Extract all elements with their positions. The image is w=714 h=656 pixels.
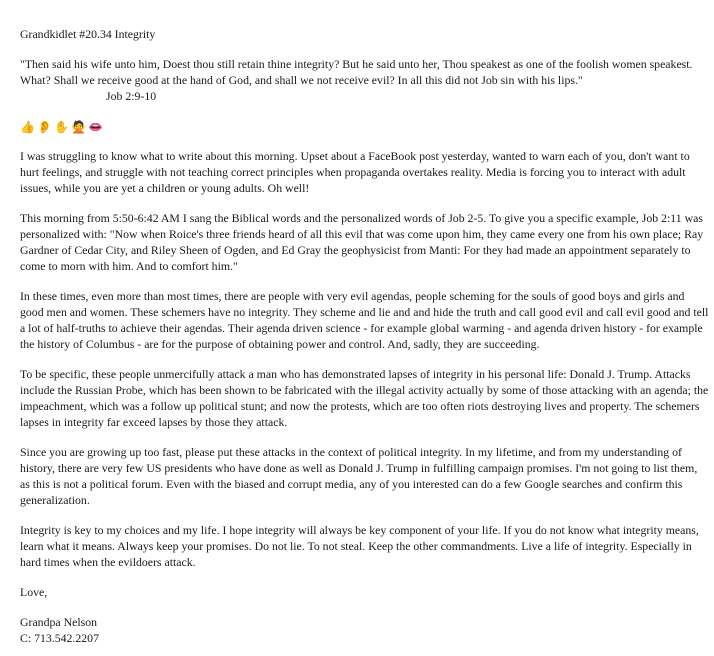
scripture-reference: Job 2:9-10 xyxy=(106,89,157,103)
paragraph: I was struggling to know what to write about this morning. Upset about a FaceBook post yesterday, wanted to warn each of you, don't want to hurt feelings, and struggle with not teaching correct principles when propaganda overtakes reality. Media is forcing you to interact with adult issues, while you are yet a children or young adults. Oh well! xyxy=(20,149,690,195)
letter xyxy=(20,26,710,646)
scripture-quote: "Then said his wife unto him, Doest thou still retain thine integrity? But he said unto her, Thou speakest as one of the foolish women speakest. What? Shall we receive good at the hand of God, and shall we not receive evil? In all this did not Job sin with his lips." xyxy=(20,57,693,87)
person-gesturing-icon: 🙅 xyxy=(71,119,86,134)
raised-hand-icon: ✋ xyxy=(54,119,69,134)
ear-icon: 👂 xyxy=(37,119,52,134)
closing: Love, xyxy=(20,585,48,599)
paragraph: To be specific, these people unmercifully attack a man who has demonstrated lapses of integrity in his personal life: Donald J. Trump. Attacks include the Russian Probe, which has been shown to be fabricated with the illegal activity actually by some of those attacking with an agenda; the impeachment, which was a follow up political stunt; and now the protests, which are too often riots destroying lives and property. The schemers lapses in integrity far exceed lapses by those they attack. xyxy=(20,367,709,429)
paragraph: In these times, even more than most times, there are people with very evil agendas, people scheming for the souls of good boys and girls and good men and women. These schemers have no integrity. They scheme and lie and and hide the truth and call good evil and call evil good and tell a lot of half-truths to achieve their agendas. Their agenda driven science - for example global warming - and agenda driven history - for example the history of Columbus - are for the purpose of obtaining power and control. And, sadly, they are succeeding. xyxy=(20,289,709,351)
paragraph: Integrity is key to my choices and my life. I hope integrity will always be key component of your life. If you do not know what integrity means, learn what it means. Always keep your promises. Do not lie. To not steal. Keep the other commandments. Live a life of integrity. Especially in hard times when the evildoers attack. xyxy=(20,523,699,569)
signature-name: Grandpa Nelson xyxy=(20,615,97,629)
thumbs-up-icon: 👍 xyxy=(20,119,35,134)
emoji-row xyxy=(20,118,710,136)
paragraph: Since you are growing up too fast, please put these attacks in the context of political integrity. In my lifetime, and from my understanding of history, there are very few US presidents who have done as well as Donald J. Trump in fulfilling campaign promises. I'm not going to list them, as this is not a political forum. Even with the biased and corrupt media, any of you interested can do a few Google searches and confirm this generalization. xyxy=(20,445,698,507)
paragraph: This morning from 5:50-6:42 AM I sang the Biblical words and the personalized words of Job 2-5. To give you a specific example, Job 2:11 was personalized with: "Now when Roice's three friends heard of all this evil that was come upon him, they came every one from his own place; Ray Gardner of Cedar City, and Riley Sheen of Ogden, and Ed Gray the geophysicist from Manti: For they had made an appointment separately to come to morn with him. And to comfort him." xyxy=(20,211,704,273)
lips-icon: 👄 xyxy=(88,119,103,134)
post-title: Grandkidlet #20.34 Integrity xyxy=(20,27,156,41)
signature-phone: C: 713.542.2207 xyxy=(20,631,99,645)
